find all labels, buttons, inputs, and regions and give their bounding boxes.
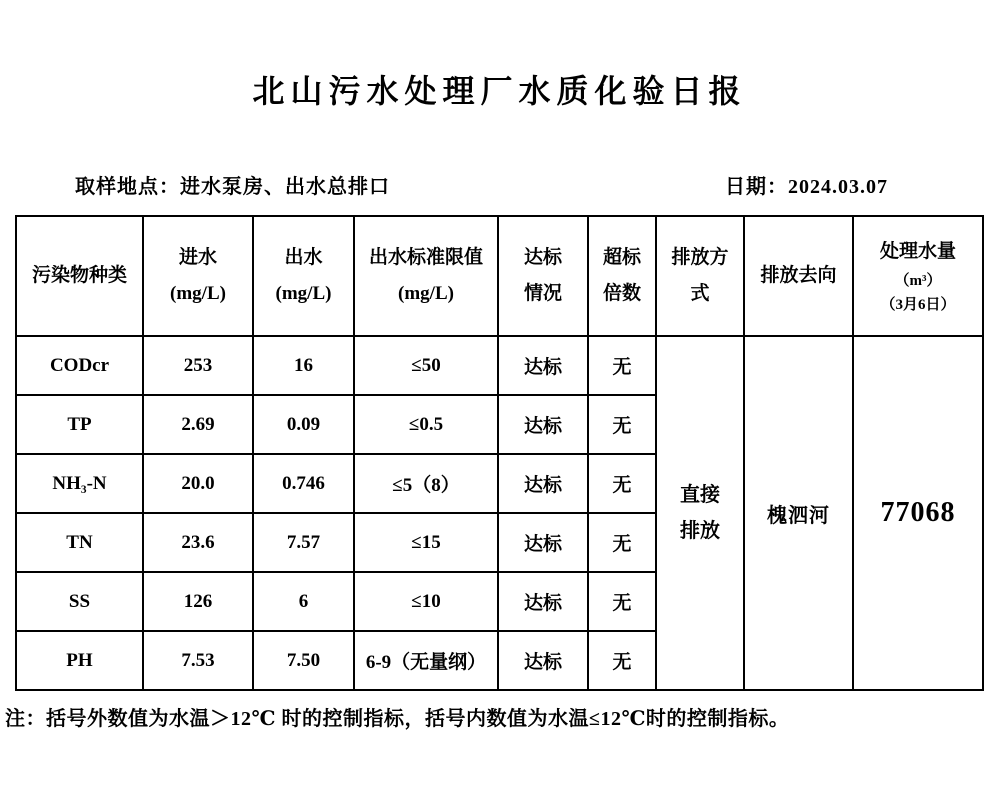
cell-influent: 2.69 <box>143 395 253 454</box>
cell-influent: 7.53 <box>143 631 253 690</box>
header-treated-volume-unit: （m³） <box>894 273 942 290</box>
cell-exceed: 无 <box>588 631 656 690</box>
header-limit-label: 出水标准限值 <box>368 246 483 268</box>
cell-influent: 23.6 <box>143 513 253 572</box>
header-influent-unit: (mg/L) <box>170 283 226 304</box>
discharge-method-line: 直接 <box>680 483 720 506</box>
header-compliance <box>498 216 588 336</box>
cell-pollutant: NH₃-N <box>16 454 143 513</box>
cell-effluent: 6 <box>253 572 354 631</box>
cell-pollutant: TN <box>16 513 143 572</box>
cell-effluent: 16 <box>253 336 354 395</box>
cell-limit: ≤50 <box>354 336 498 395</box>
header-treated-volume <box>853 216 983 336</box>
header-exceed <box>588 216 656 336</box>
cell-influent: 253 <box>143 336 253 395</box>
header-limit-unit: (mg/L) <box>398 283 454 304</box>
header-effluent <box>253 216 354 336</box>
cell-pollutant: PH <box>16 631 143 690</box>
cell-treated-volume: 77068 <box>853 336 983 690</box>
header-compliance-line1: 达标 <box>523 246 562 268</box>
cell-limit: ≤5（8） <box>354 454 498 513</box>
cell-effluent: 7.57 <box>253 513 354 572</box>
cell-compliance: 达标 <box>498 572 588 631</box>
cell-compliance: 达标 <box>498 454 588 513</box>
cell-influent: 20.0 <box>143 454 253 513</box>
header-effluent-unit: (mg/L) <box>275 283 332 304</box>
header-pollutant-label: 污染物种类 <box>31 264 127 286</box>
cell-exceed: 无 <box>588 454 656 513</box>
cell-exceed: 无 <box>588 513 656 572</box>
header-discharge-method-line1: 排放方 <box>671 246 729 268</box>
header-compliance-line2: 情况 <box>523 283 562 304</box>
cell-pollutant: SS <box>16 572 143 631</box>
cell-limit: 6-9（无量纲） <box>354 631 498 690</box>
cell-exceed: 无 <box>588 395 656 454</box>
header-treated-volume-label: 处理水量 <box>879 240 956 262</box>
cell-compliance: 达标 <box>498 513 588 572</box>
cell-pollutant: CODcr <box>16 336 143 395</box>
footnote: 注：括号外数值为水温＞12℃ 时的控制指标，括号内数值为水温≤12℃时的控制指标。 <box>5 708 790 730</box>
cell-effluent: 0.746 <box>253 454 354 513</box>
cell-effluent: 7.50 <box>253 631 354 690</box>
cell-influent: 126 <box>143 572 253 631</box>
cell-compliance: 达标 <box>498 336 588 395</box>
sampling-location-label: 取样地点：进水泵房、出水总排口 <box>75 176 390 198</box>
cell-compliance: 达标 <box>498 631 588 690</box>
header-influent <box>143 216 253 336</box>
water-quality-table <box>15 215 984 691</box>
cell-exceed: 无 <box>588 572 656 631</box>
table-row <box>16 336 983 395</box>
header-exceed-line1: 超标 <box>602 246 641 268</box>
header-discharge-destination <box>744 216 853 336</box>
cell-limit: ≤10 <box>354 572 498 631</box>
cell-pollutant: TP <box>16 395 143 454</box>
cell-discharge-method <box>656 336 744 690</box>
cell-discharge-destination: 槐泗河 <box>744 336 853 690</box>
header-effluent-label: 出水 <box>284 246 323 268</box>
cell-limit: ≤15 <box>354 513 498 572</box>
cell-exceed: 无 <box>588 336 656 395</box>
header-exceed-line2: 倍数 <box>602 283 641 304</box>
cell-compliance: 达标 <box>498 395 588 454</box>
header-pollutant <box>16 216 143 336</box>
header-influent-label: 进水 <box>178 246 217 268</box>
header-discharge-method <box>656 216 744 336</box>
header-discharge-method-line2: 式 <box>690 283 710 304</box>
cell-effluent: 0.09 <box>253 395 354 454</box>
header-treated-volume-date: （3月6日） <box>880 296 956 313</box>
report-date-label: 日期：2024.03.07 <box>725 176 888 198</box>
header-limit <box>354 216 498 336</box>
discharge-method-line: 排放 <box>680 519 720 542</box>
header-discharge-destination-label: 排放去向 <box>760 264 837 286</box>
header-row <box>16 216 983 336</box>
page-title: 北山污水处理厂水质化验日报 <box>252 73 747 109</box>
cell-limit: ≤0.5 <box>354 395 498 454</box>
